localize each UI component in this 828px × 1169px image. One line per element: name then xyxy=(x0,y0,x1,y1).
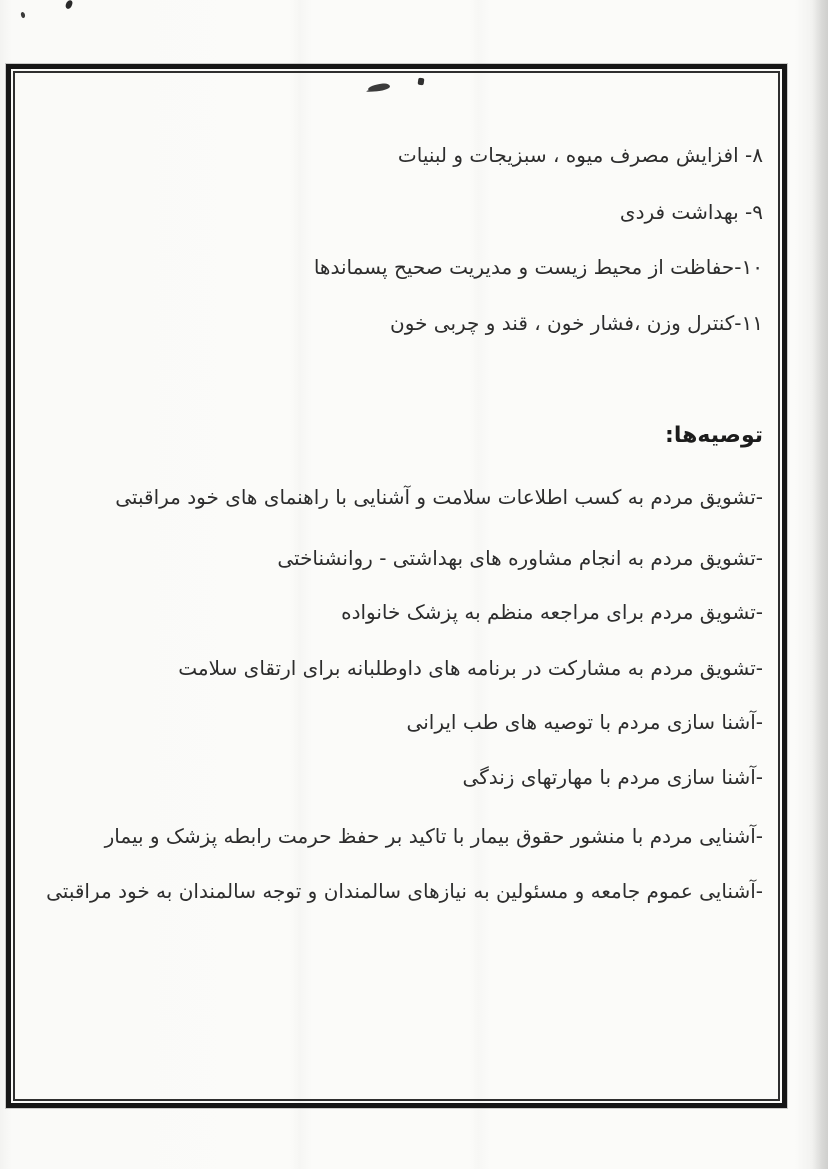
numbered-item-9: ۹- بهداشت فردی xyxy=(619,200,763,224)
numbered-item-8: ۸- افزایش مصرف میوه ، سبزیجات و لبنیات xyxy=(397,143,763,167)
recommendation-item-6: -آشنا سازی مردم با مهارتهای زندگی xyxy=(462,765,763,789)
recommendation-item-4: -تشویق مردم به مشارکت در برنامه های داوطلبانه برای ارتقای سلامت xyxy=(178,656,763,680)
recommendation-item-2: -تشویق مردم به انجام مشاوره های بهداشتی - روانشناختی xyxy=(277,546,763,570)
recommendation-item-5: -آشنا سازی مردم با توصیه های طب ایرانی xyxy=(406,710,763,734)
numbered-item-10: ۱۰-حفاظت از محیط زیست و مدیریت صحیح پسماندها xyxy=(313,255,763,279)
recommendation-item-8: -آشنایی عموم جامعه و مسئولین به نیازهای سالمندان و توجه سالمندان به خود مراقبتی xyxy=(46,879,763,903)
recommendation-item-7: -آشنایی مردم با منشور حقوق بیمار با تاکید بر حفظ حرمت رابطه پزشک و بیمار xyxy=(104,824,763,848)
recommendation-item-1: -تشویق مردم به کسب اطلاعات سلامت و آشنایی با راهنمای های خود مراقبتی xyxy=(115,485,763,509)
recommendations-heading: توصیه‌ها: xyxy=(665,423,763,448)
recommendation-item-3: -تشویق مردم برای مراجعه منظم به پزشک خانواده xyxy=(341,600,763,624)
numbered-item-11: ۱۱-کنترل وزن ،فشار خون ، قند و چربی خون xyxy=(390,311,763,335)
